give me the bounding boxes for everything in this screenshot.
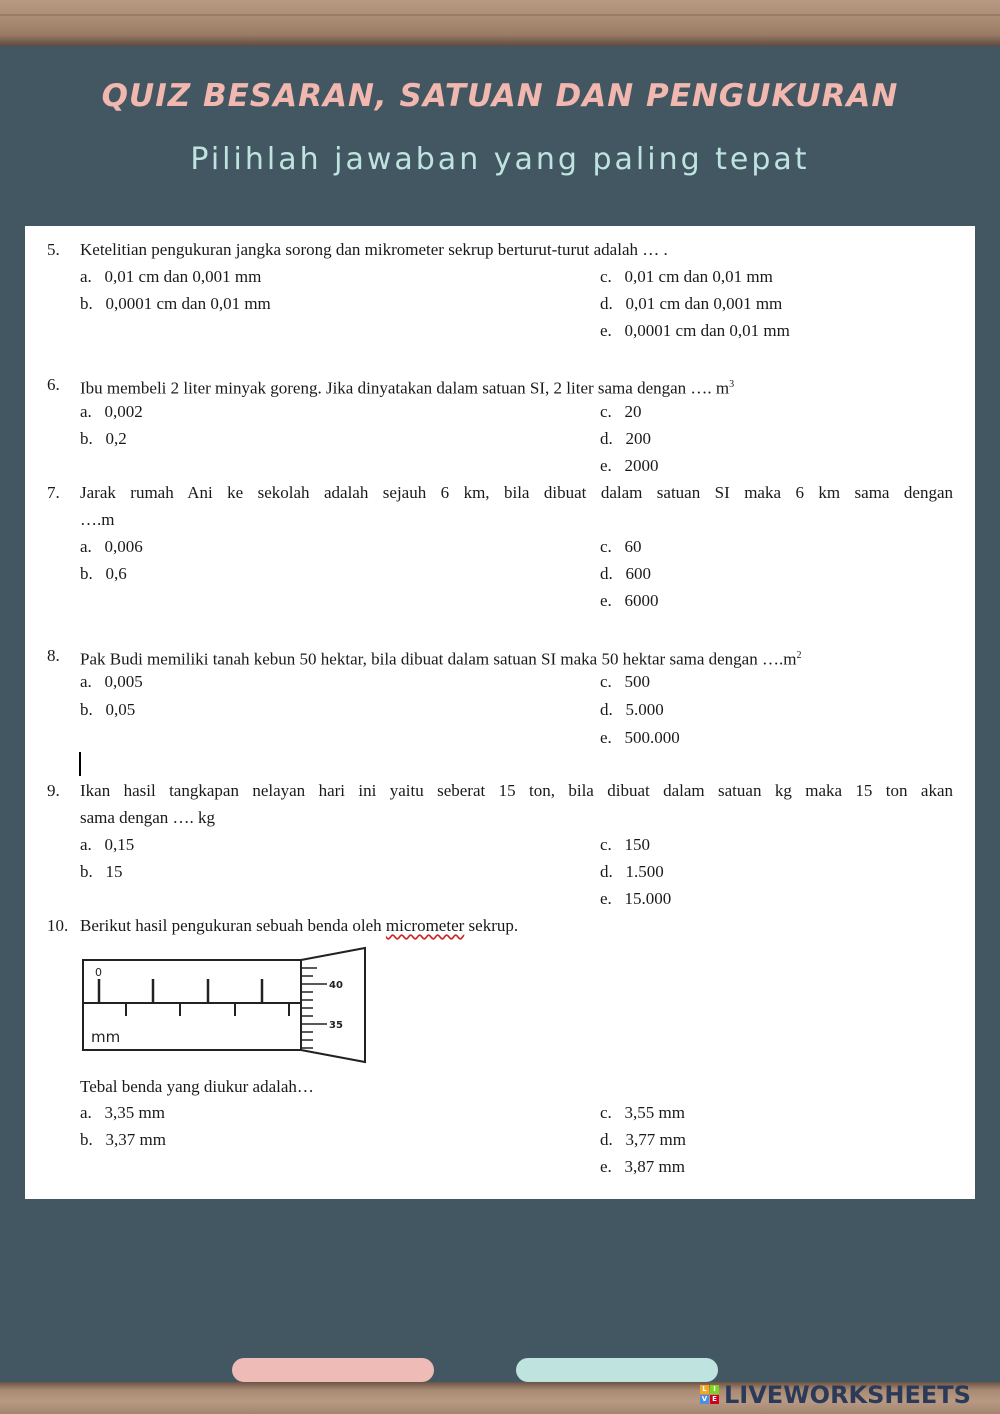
question-text: Ibu membeli 2 liter minyak goreng. Jika dinyatakan dalam satuan SI, 2 liter sama dengan …. $m^3$ bbox=[80, 378, 735, 398]
question-number: 5. bbox=[47, 240, 60, 259]
micrometer-thimble bbox=[301, 948, 365, 1062]
q7-option-a: a. 0,006 bbox=[80, 537, 143, 556]
q5-option-d: d. 0,01 cm dan 0,001 mm bbox=[600, 294, 783, 313]
wood-frame-top bbox=[0, 0, 1000, 46]
spellcheck-marked-word: micrometer bbox=[385, 916, 465, 935]
q9-option-c: c. 150 bbox=[600, 835, 651, 854]
thimble-label-40: 40 bbox=[329, 980, 343, 991]
mint-button[interactable] bbox=[516, 1358, 718, 1382]
q5-option-c: c. 0,01 cm dan 0,01 mm bbox=[600, 267, 773, 286]
q7-option-d: d. 600 bbox=[600, 564, 651, 583]
question-text: Ketelitian pengukuran jangka sorong dan mikrometer sekrup berturut-turut adalah … . bbox=[80, 240, 668, 259]
liveworksheets-logo[interactable] bbox=[700, 1382, 971, 1408]
q7-option-b: b. 0,6 bbox=[80, 564, 127, 583]
thimble-label-35: 35 bbox=[329, 1020, 343, 1031]
q10-option-a: a. 3,35 mm bbox=[80, 1103, 165, 1122]
text-cursor bbox=[79, 752, 81, 776]
question-text: Berikut hasil pengukuran sebuah benda oleh micrometer sekrup. bbox=[80, 916, 519, 935]
page-title: QUIZ BESARAN, SATUAN DAN PENGUKURAN bbox=[101, 78, 899, 114]
question-10-prompt: Tebal benda yang diukur adalah… bbox=[80, 1077, 314, 1096]
question-9-continuation: sama dengan …. kg bbox=[80, 808, 216, 827]
worksheet-sheet bbox=[25, 226, 975, 1199]
q9-option-d: d. 1.500 bbox=[600, 862, 664, 881]
q10-option-e: e. 3,87 mm bbox=[600, 1157, 685, 1176]
q8-option-a: a. 0,005 bbox=[80, 672, 143, 691]
question-number: 10. bbox=[47, 916, 69, 935]
question-number: 6. bbox=[47, 375, 60, 394]
page-subtitle: Pilihlah jawaban yang paling tepat bbox=[190, 142, 810, 177]
q8-option-e: e. 500.000 bbox=[600, 728, 680, 747]
q7-option-c: c. 60 bbox=[600, 537, 642, 556]
q5-option-a: a. 0,01 cm dan 0,001 mm bbox=[80, 267, 262, 286]
micrometer-diagram bbox=[79, 946, 369, 1066]
q6-option-b: b. 0,2 bbox=[80, 429, 127, 448]
q6-option-d: d. 200 bbox=[600, 429, 651, 448]
q6-option-c: c. 20 bbox=[600, 402, 642, 421]
q8-option-b: b. 0,05 bbox=[80, 700, 136, 719]
q6-option-e: e. 2000 bbox=[600, 456, 659, 475]
q5-option-e: e. 0,0001 cm dan 0,01 mm bbox=[600, 321, 790, 340]
q10-option-d: d. 3,77 mm bbox=[600, 1130, 686, 1149]
liveworksheets-logo-text: LIVEWORKSHEETS bbox=[724, 1381, 971, 1409]
question-number: 8. bbox=[47, 646, 60, 665]
question-text: Jarak rumah Ani ke sekolah adalah sejauh 6 km, bila dibuat dalam satuan SI maka 6 km sama dengan bbox=[80, 483, 953, 502]
question-7-continuation: ….m bbox=[80, 510, 115, 529]
q8-option-d: d. 5.000 bbox=[600, 700, 664, 719]
pink-button[interactable] bbox=[232, 1358, 434, 1382]
unit-label: mm bbox=[91, 1028, 121, 1046]
q9-option-e: e. 15.000 bbox=[600, 889, 672, 908]
question-text: Ikan hasil tangkapan nelayan hari ini yaitu seberat 15 ton, bila dibuat dalam satuan kg maka 15 ton akan bbox=[80, 781, 953, 800]
question-number: 7. bbox=[47, 483, 60, 502]
q6-option-a: a. 0,002 bbox=[80, 402, 143, 421]
question-text: Pak Budi memiliki tanah kebun 50 hektar, bila dibuat dalam satuan SI maka 50 hektar sama dengan $\dots.m^2$ bbox=[80, 649, 802, 669]
q10-option-b: b. 3,37 mm bbox=[80, 1130, 166, 1149]
q8-option-c: c. 500 bbox=[600, 672, 651, 691]
main-scale-zero-label: 0 bbox=[95, 966, 102, 979]
q9-option-a: a. 0,15 bbox=[80, 835, 135, 854]
question-number: 9. bbox=[47, 781, 60, 800]
q10-option-c: c. 3,55 mm bbox=[600, 1103, 685, 1122]
q5-option-b: b. 0,0001 cm dan 0,01 mm bbox=[80, 294, 271, 313]
q9-option-b: b. 15 bbox=[80, 862, 123, 881]
q7-option-e: e. 6000 bbox=[600, 591, 659, 610]
liveworksheets-logo-icon: L I V E bbox=[700, 1385, 720, 1405]
